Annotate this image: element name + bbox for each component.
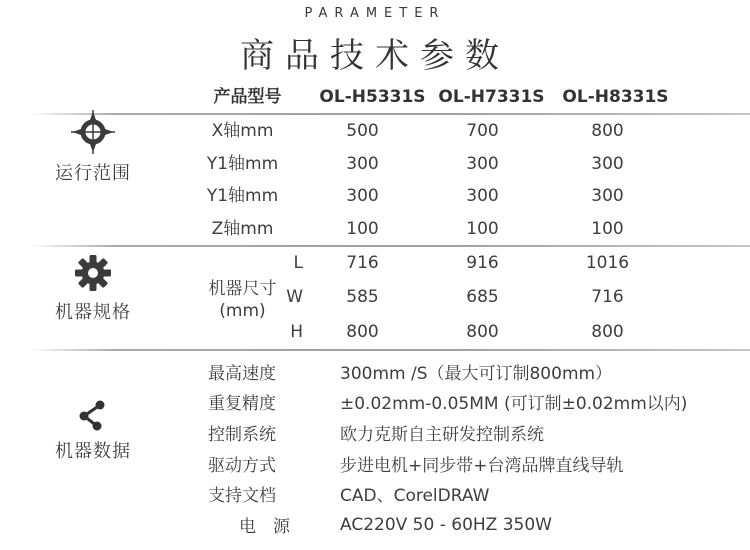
spec-cell: 300 [346,186,379,207]
spec-cell: 800 [466,322,499,343]
eyebrow-text: PARAMETER [304,6,446,21]
page-title: 商品技术参数 [240,36,510,76]
spec-cell: 1016 [585,252,630,273]
section-label-text: 机器数据 [55,441,131,462]
spec-cell: 716 [346,252,379,273]
spec-row-label: Z轴mm [211,219,274,240]
spec-row-label: 重复精度 [208,394,276,415]
gear-icon [73,253,113,293]
table-row [180,448,740,479]
spec-row-label: 最高速度 [208,363,276,384]
section-operating-range-label [20,110,166,185]
spec-row-label: 支持文档 [208,486,276,507]
table-row [180,315,670,350]
spec-value: 300mm /S（最大可订制800mm） [340,363,613,384]
column-header-model-1: OL-H5331S [319,87,426,107]
spec-cell: 100 [346,219,379,240]
share-icon [76,398,110,432]
spec-cell: 916 [466,252,499,273]
spec-row-label: X轴mm [211,120,274,141]
spec-cell: 100 [466,219,499,240]
column-header-model-3: OL-H8331S [562,87,669,107]
crosshair-icon [71,110,115,154]
spec-value: CAD、CorelDRAW [340,486,490,507]
spec-value: 欧力克斯自主研发控制系统 [340,425,544,446]
spec-cell: 300 [591,186,624,207]
table-row [180,213,670,246]
section-label-text: 机器规格 [55,302,131,323]
dimension-axis-label: W [286,287,303,308]
section-machine-spec-label [20,253,166,324]
table-row [180,181,670,214]
spec-cell: 100 [591,219,624,240]
spec-cell: 585 [346,287,379,308]
dimension-axis-label: L [293,252,303,273]
spec-cell: 800 [591,322,624,343]
table-row [180,479,740,510]
table-header-row [180,89,678,106]
table-row [180,417,740,448]
spec-cell: 800 [346,322,379,343]
table-row [180,281,670,316]
table-row [180,246,670,281]
spec-value: AC220V 50 - 60HZ 350W [340,514,552,535]
table-row [180,387,740,418]
table-row [180,509,740,540]
section-machine-data-rows [180,356,740,540]
dimension-group-unit: (mm) [219,301,266,321]
spec-cell: 300 [591,153,624,174]
spec-value: ±0.02mm-0.05MM (可订制±0.02mm以内) [340,394,688,415]
column-header-model-2: OL-H7331S [438,87,545,107]
spec-row-label: 控制系统 [208,425,276,446]
section-operating-range-rows [180,115,670,246]
dimension-axis-label: H [290,322,303,343]
table-row [180,356,740,387]
table-row [180,115,670,148]
dimension-group-title: 机器尺寸 [208,279,277,299]
spec-row-label: Y1轴mm [206,153,279,174]
spec-cell: 700 [466,120,499,141]
spec-cell: 300 [346,153,379,174]
spec-cell: 300 [466,186,499,207]
spec-cell: 500 [346,120,379,141]
spec-row-label: 驱动方式 [208,455,276,476]
table-row [180,148,670,181]
section-machine-data-label [20,398,166,463]
section-machine-spec-rows [180,246,670,350]
spec-cell: 300 [466,153,499,174]
column-header-model-label: 产品型号 [213,87,282,107]
spec-cell: 716 [591,287,624,308]
spec-value: 步进电机+同步带+台湾品牌直线导轨 [340,455,624,476]
spec-row-label: Y1轴mm [206,186,279,207]
section-label-text: 运行范围 [55,163,131,184]
spec-cell: 800 [591,120,624,141]
spec-row-label: 电 源 [239,517,290,538]
spec-cell: 685 [466,287,499,308]
